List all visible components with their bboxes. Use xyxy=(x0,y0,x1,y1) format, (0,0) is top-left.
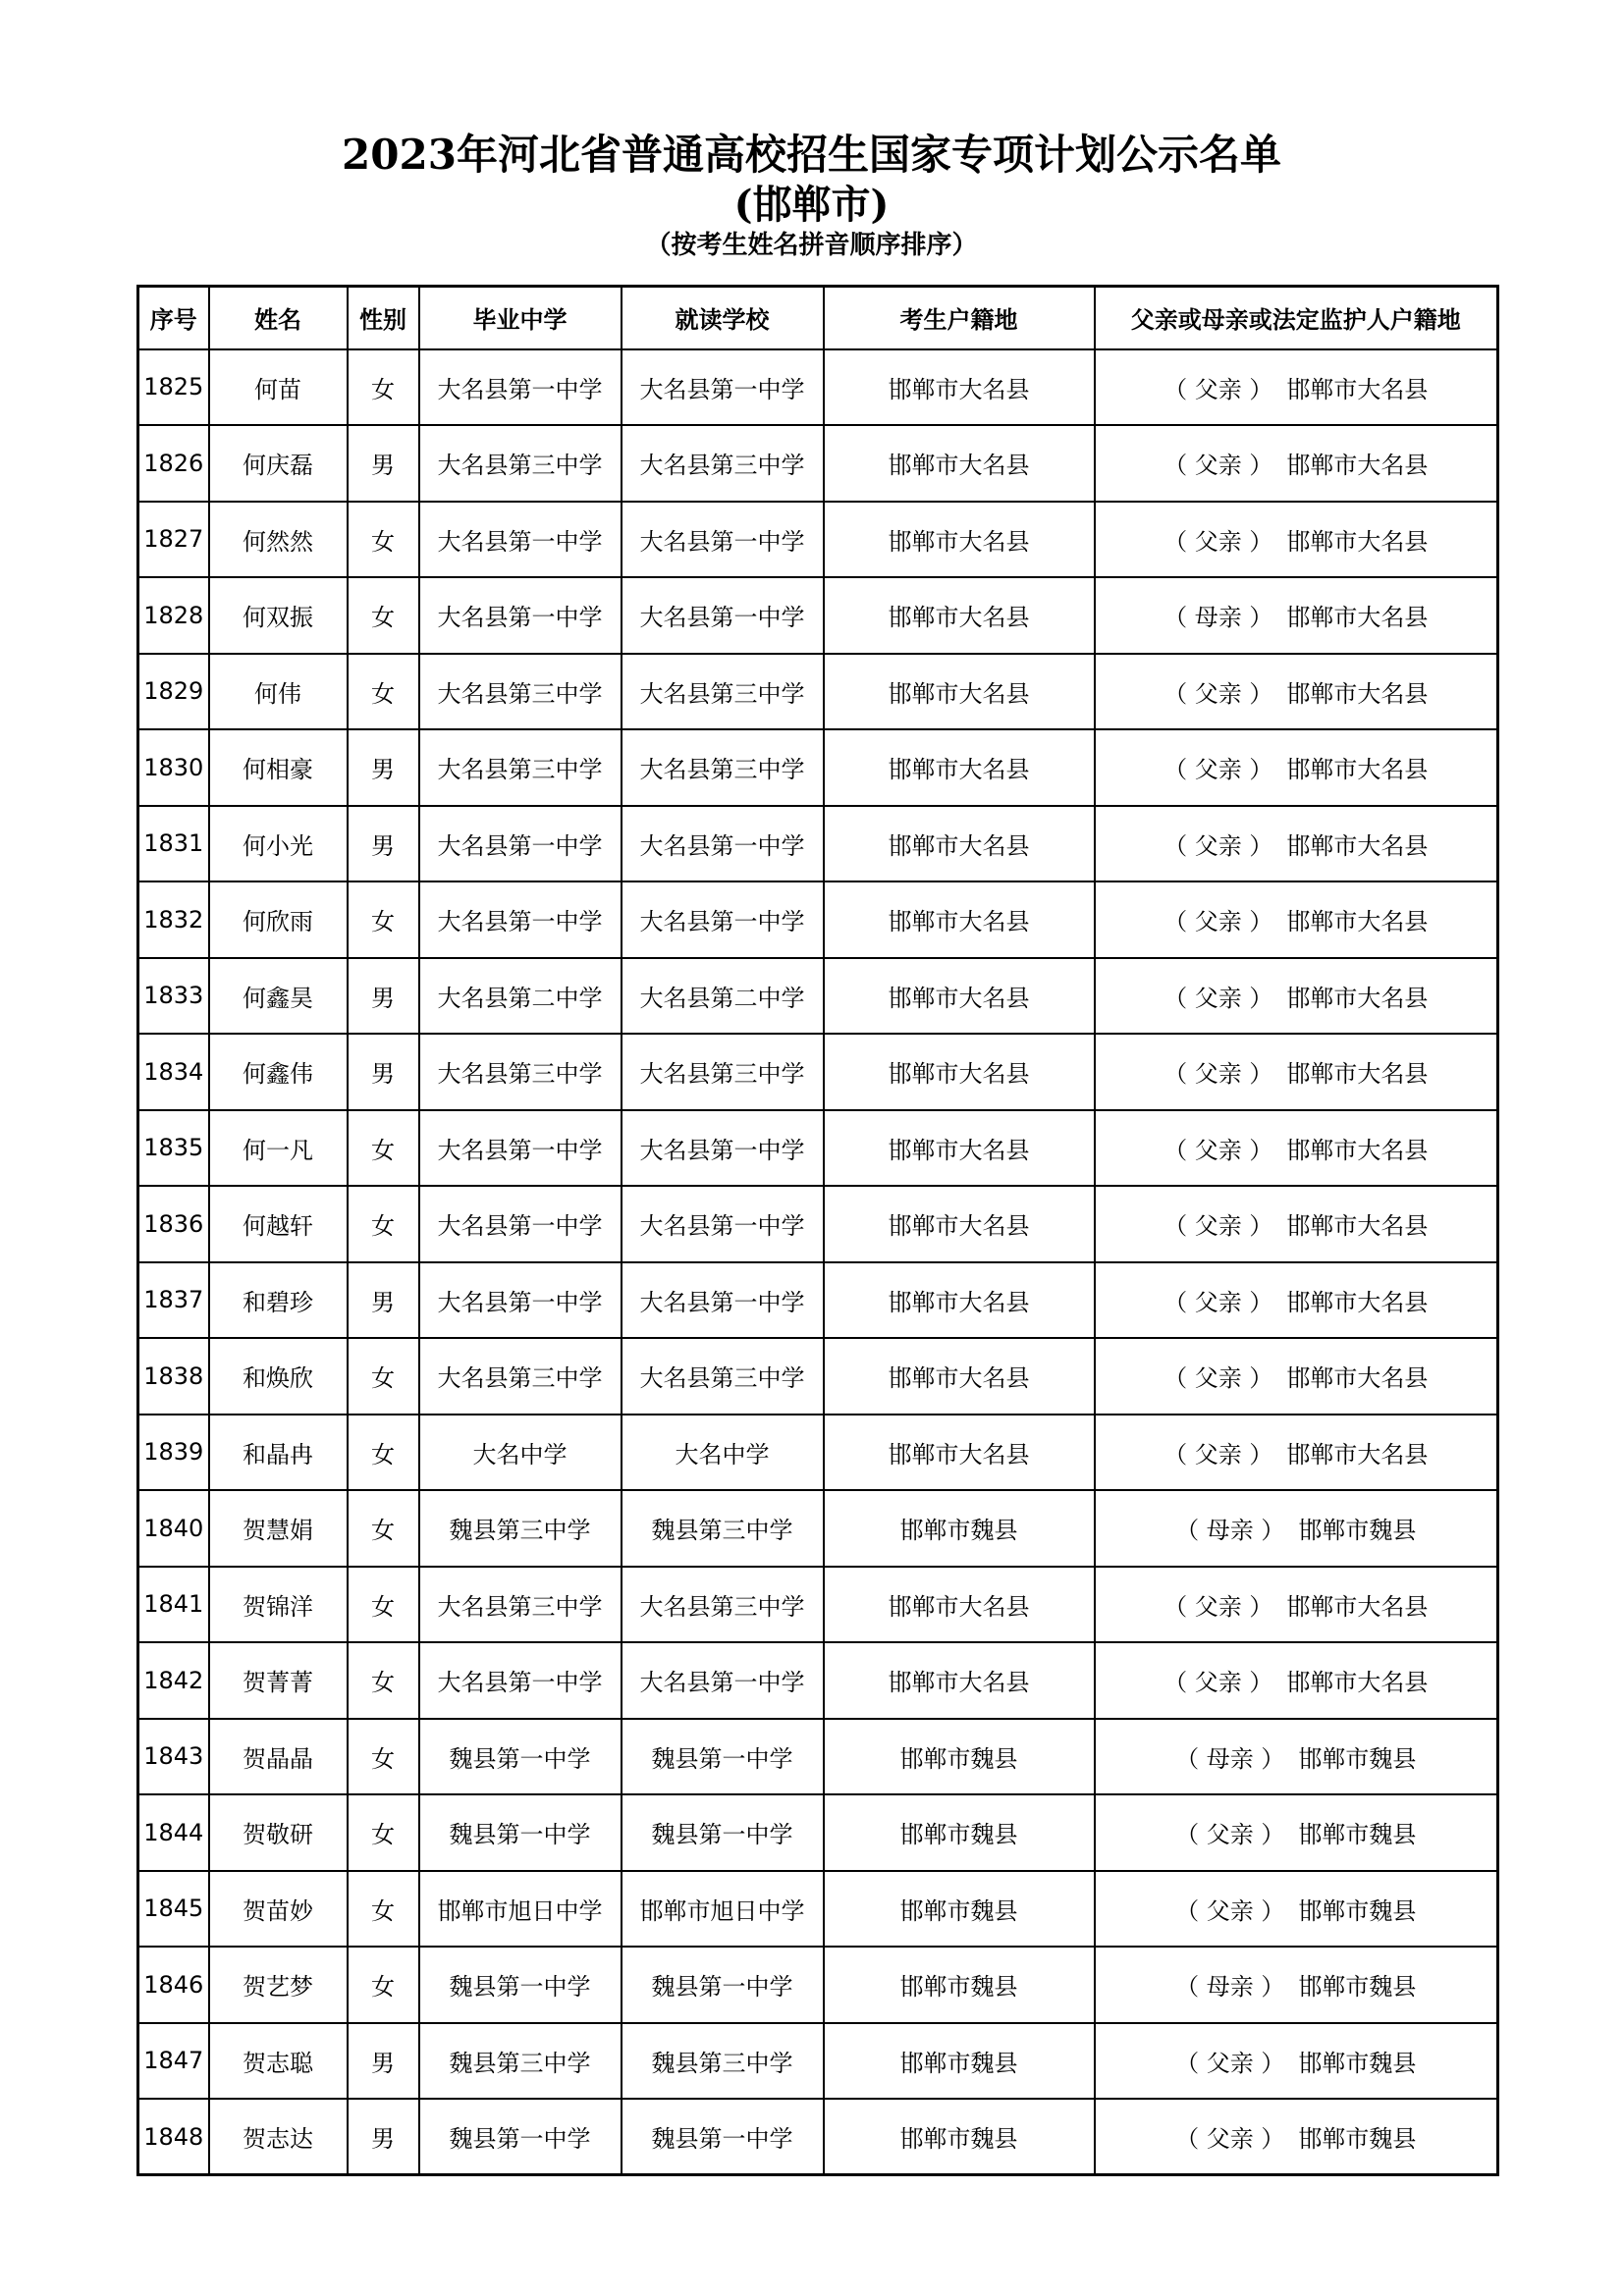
cell-grad-school: 魏县第三中学 xyxy=(419,2023,622,2100)
cell-residence: 邯郸市魏县 xyxy=(824,1871,1095,1948)
cell-name: 何然然 xyxy=(209,502,348,578)
cell-current-school: 魏县第三中学 xyxy=(622,2023,824,2100)
cell-guardian-residence xyxy=(1095,654,1498,730)
cell-guardian-residence xyxy=(1095,1415,1498,1491)
cell-grad-school: 魏县第一中学 xyxy=(419,1794,622,1871)
roster-table xyxy=(136,285,1499,2176)
table-row xyxy=(138,1567,1498,1643)
cell-residence: 邯郸市大名县 xyxy=(824,502,1095,578)
cell-no: 1828 xyxy=(138,577,209,654)
guardian-residence: 邯郸市大名县 xyxy=(1286,1364,1429,1393)
cell-guardian-residence xyxy=(1095,2023,1498,2100)
cell-residence: 邯郸市魏县 xyxy=(824,1947,1095,2023)
cell-grad-school: 魏县第一中学 xyxy=(419,1719,622,1795)
cell-no: 1831 xyxy=(138,806,209,882)
cell-residence: 邯郸市大名县 xyxy=(824,1262,1095,1339)
cell-guardian-residence xyxy=(1095,1490,1498,1567)
cell-grad-school: 大名县第一中学 xyxy=(419,349,622,426)
cell-no: 1834 xyxy=(138,1034,209,1110)
table-header-row xyxy=(138,287,1498,349)
table-row xyxy=(138,806,1498,882)
guardian-relation: （ 父亲 ） xyxy=(1175,2049,1285,2077)
cell-residence: 邯郸市大名县 xyxy=(824,881,1095,958)
cell-no: 1843 xyxy=(138,1719,209,1795)
guardian-relation: （ 父亲 ） xyxy=(1163,1060,1273,1089)
guardian-residence: 邯郸市大名县 xyxy=(1286,604,1429,632)
cell-gender: 女 xyxy=(348,1415,419,1491)
cell-gender: 男 xyxy=(348,1034,419,1110)
table-row xyxy=(138,654,1498,730)
guardian-residence: 邯郸市大名县 xyxy=(1286,984,1429,1012)
cell-no: 1827 xyxy=(138,502,209,578)
cell-grad-school: 大名县第一中学 xyxy=(419,577,622,654)
cell-grad-school: 大名县第三中学 xyxy=(419,1567,622,1643)
header-no: 序号 xyxy=(138,287,209,349)
cell-current-school: 大名县第二中学 xyxy=(622,958,824,1035)
guardian-residence: 邯郸市大名县 xyxy=(1286,1440,1429,1468)
guardian-residence: 邯郸市大名县 xyxy=(1286,1136,1429,1164)
cell-residence: 邯郸市大名县 xyxy=(824,1338,1095,1415)
cell-name: 何鑫伟 xyxy=(209,1034,348,1110)
cell-no: 1826 xyxy=(138,425,209,502)
cell-gender: 女 xyxy=(348,1490,419,1567)
cell-current-school: 魏县第一中学 xyxy=(622,1719,824,1795)
cell-guardian-residence xyxy=(1095,1262,1498,1339)
guardian-residence: 邯郸市魏县 xyxy=(1298,1744,1417,1773)
cell-name: 何欣雨 xyxy=(209,881,348,958)
header-current-school: 就读学校 xyxy=(622,287,824,349)
guardian-relation: （ 父亲 ） xyxy=(1163,831,1273,860)
cell-name: 贺晶晶 xyxy=(209,1719,348,1795)
cell-grad-school: 魏县第一中学 xyxy=(419,2099,622,2175)
guardian-residence: 邯郸市魏县 xyxy=(1298,2125,1417,2153)
table-row xyxy=(138,1719,1498,1795)
cell-guardian-residence xyxy=(1095,349,1498,426)
guardian-residence: 邯郸市魏县 xyxy=(1298,1896,1417,1925)
cell-no: 1836 xyxy=(138,1186,209,1262)
cell-gender: 女 xyxy=(348,1719,419,1795)
cell-residence: 邯郸市大名县 xyxy=(824,349,1095,426)
guardian-residence: 邯郸市大名县 xyxy=(1286,1592,1429,1621)
table-row xyxy=(138,1186,1498,1262)
cell-current-school: 大名县第一中学 xyxy=(622,806,824,882)
cell-name: 何伟 xyxy=(209,654,348,730)
cell-grad-school: 大名县第一中学 xyxy=(419,881,622,958)
table-row xyxy=(138,1947,1498,2023)
cell-grad-school: 魏县第一中学 xyxy=(419,1947,622,2023)
cell-residence: 邯郸市大名县 xyxy=(824,806,1095,882)
table-row xyxy=(138,1262,1498,1339)
cell-guardian-residence xyxy=(1095,1794,1498,1871)
header-grad-school: 毕业中学 xyxy=(419,287,622,349)
cell-current-school: 大名县第三中学 xyxy=(622,1567,824,1643)
cell-current-school: 大名县第三中学 xyxy=(622,1338,824,1415)
cell-guardian-residence xyxy=(1095,806,1498,882)
cell-residence: 邯郸市大名县 xyxy=(824,1186,1095,1262)
cell-current-school: 大名县第一中学 xyxy=(622,881,824,958)
cell-no: 1829 xyxy=(138,654,209,730)
guardian-relation: （ 父亲 ） xyxy=(1163,1288,1273,1316)
cell-guardian-residence xyxy=(1095,502,1498,578)
cell-gender: 女 xyxy=(348,502,419,578)
cell-grad-school: 大名县第三中学 xyxy=(419,1338,622,1415)
cell-residence: 邯郸市大名县 xyxy=(824,1034,1095,1110)
header-residence: 考生户籍地 xyxy=(824,287,1095,349)
cell-current-school: 邯郸市旭日中学 xyxy=(622,1871,824,1948)
cell-current-school: 大名县第一中学 xyxy=(622,502,824,578)
cell-guardian-residence xyxy=(1095,1186,1498,1262)
table-row xyxy=(138,425,1498,502)
cell-residence: 邯郸市魏县 xyxy=(824,1719,1095,1795)
cell-current-school: 大名县第一中学 xyxy=(622,349,824,426)
cell-guardian-residence xyxy=(1095,1338,1498,1415)
cell-no: 1825 xyxy=(138,349,209,426)
cell-guardian-residence xyxy=(1095,1642,1498,1719)
cell-guardian-residence xyxy=(1095,958,1498,1035)
cell-residence: 邯郸市大名县 xyxy=(824,577,1095,654)
guardian-residence: 邯郸市大名县 xyxy=(1286,1669,1429,1697)
guardian-residence: 邯郸市大名县 xyxy=(1286,452,1429,480)
cell-no: 1841 xyxy=(138,1567,209,1643)
cell-gender: 女 xyxy=(348,654,419,730)
cell-residence: 邯郸市大名县 xyxy=(824,1567,1095,1643)
cell-gender: 女 xyxy=(348,1567,419,1643)
cell-grad-school: 大名中学 xyxy=(419,1415,622,1491)
cell-current-school: 魏县第一中学 xyxy=(622,1794,824,1871)
guardian-residence: 邯郸市大名县 xyxy=(1286,679,1429,708)
cell-current-school: 大名县第三中学 xyxy=(622,425,824,502)
table-row xyxy=(138,1034,1498,1110)
cell-name: 何苗 xyxy=(209,349,348,426)
cell-guardian-residence xyxy=(1095,577,1498,654)
guardian-residence: 邯郸市大名县 xyxy=(1286,375,1429,403)
cell-grad-school: 大名县第二中学 xyxy=(419,958,622,1035)
cell-gender: 男 xyxy=(348,958,419,1035)
cell-current-school: 大名中学 xyxy=(622,1415,824,1491)
guardian-residence: 邯郸市大名县 xyxy=(1286,831,1429,860)
guardian-relation: （ 父亲 ） xyxy=(1175,1896,1285,1925)
cell-no: 1844 xyxy=(138,1794,209,1871)
cell-guardian-residence xyxy=(1095,1719,1498,1795)
guardian-residence: 邯郸市大名县 xyxy=(1286,756,1429,784)
cell-current-school: 大名县第一中学 xyxy=(622,1262,824,1339)
cell-no: 1840 xyxy=(138,1490,209,1567)
cell-residence: 邯郸市大名县 xyxy=(824,1642,1095,1719)
document-title: 2023年河北省普通高校招生国家专项计划公示名单 xyxy=(342,131,1281,179)
cell-name: 何相豪 xyxy=(209,729,348,806)
cell-no: 1833 xyxy=(138,958,209,1035)
guardian-relation: （ 父亲 ） xyxy=(1163,1364,1273,1393)
table-row xyxy=(138,1338,1498,1415)
cell-grad-school: 大名县第三中学 xyxy=(419,654,622,730)
header-guardian-residence: 父亲或母亲或法定监护人户籍地 xyxy=(1095,287,1498,349)
guardian-relation: （ 父亲 ） xyxy=(1163,452,1273,480)
cell-gender: 女 xyxy=(348,349,419,426)
cell-current-school: 大名县第三中学 xyxy=(622,654,824,730)
cell-name: 贺苗妙 xyxy=(209,1871,348,1948)
cell-name: 何一凡 xyxy=(209,1110,348,1187)
cell-gender: 女 xyxy=(348,1947,419,2023)
table-row xyxy=(138,2023,1498,2100)
cell-grad-school: 大名县第一中学 xyxy=(419,502,622,578)
cell-residence: 邯郸市魏县 xyxy=(824,1794,1095,1871)
cell-name: 何庆磊 xyxy=(209,425,348,502)
cell-grad-school: 大名县第一中学 xyxy=(419,1110,622,1187)
cell-guardian-residence xyxy=(1095,1947,1498,2023)
cell-name: 何小光 xyxy=(209,806,348,882)
table-row xyxy=(138,577,1498,654)
cell-gender: 女 xyxy=(348,881,419,958)
header-name: 姓名 xyxy=(209,287,348,349)
cell-name: 贺志聪 xyxy=(209,2023,348,2100)
table-body xyxy=(138,349,1498,2175)
table-row xyxy=(138,1110,1498,1187)
cell-guardian-residence xyxy=(1095,1110,1498,1187)
table-row xyxy=(138,1794,1498,1871)
cell-name: 和晶冉 xyxy=(209,1415,348,1491)
table-row xyxy=(138,958,1498,1035)
cell-name: 贺志达 xyxy=(209,2099,348,2175)
guardian-relation: （ 父亲 ） xyxy=(1163,984,1273,1012)
cell-guardian-residence xyxy=(1095,2099,1498,2175)
table-row xyxy=(138,2099,1498,2175)
cell-grad-school: 大名县第一中学 xyxy=(419,1186,622,1262)
guardian-relation: （ 母亲 ） xyxy=(1163,604,1273,632)
cell-current-school: 魏县第一中学 xyxy=(622,1947,824,2023)
guardian-residence: 邯郸市魏县 xyxy=(1298,2049,1417,2077)
guardian-relation: （ 父亲 ） xyxy=(1163,1669,1273,1697)
cell-name: 和碧珍 xyxy=(209,1262,348,1339)
guardian-relation: （ 父亲 ） xyxy=(1163,375,1273,403)
table-row xyxy=(138,502,1498,578)
cell-grad-school: 大名县第三中学 xyxy=(419,425,622,502)
cell-current-school: 大名县第一中学 xyxy=(622,1110,824,1187)
cell-residence: 邯郸市大名县 xyxy=(824,654,1095,730)
table-row xyxy=(138,349,1498,426)
cell-guardian-residence xyxy=(1095,1567,1498,1643)
cell-no: 1830 xyxy=(138,729,209,806)
cell-residence: 邯郸市魏县 xyxy=(824,1490,1095,1567)
cell-current-school: 大名县第一中学 xyxy=(622,1642,824,1719)
cell-guardian-residence xyxy=(1095,881,1498,958)
cell-no: 1846 xyxy=(138,1947,209,2023)
cell-guardian-residence xyxy=(1095,425,1498,502)
cell-no: 1835 xyxy=(138,1110,209,1187)
table-row xyxy=(138,729,1498,806)
cell-name: 贺菁菁 xyxy=(209,1642,348,1719)
cell-guardian-residence xyxy=(1095,729,1498,806)
cell-residence: 邯郸市魏县 xyxy=(824,2099,1095,2175)
sort-note: （按考生姓名拼音顺序排序） xyxy=(645,231,978,260)
cell-grad-school: 魏县第三中学 xyxy=(419,1490,622,1567)
cell-guardian-residence xyxy=(1095,1871,1498,1948)
cell-current-school: 大名县第三中学 xyxy=(622,1034,824,1110)
table-row xyxy=(138,1490,1498,1567)
guardian-relation: （ 父亲 ） xyxy=(1163,908,1273,936)
guardian-relation: （ 父亲 ） xyxy=(1163,527,1273,556)
guardian-relation: （ 父亲 ） xyxy=(1163,1212,1273,1241)
cell-residence: 邯郸市大名县 xyxy=(824,425,1095,502)
cell-residence: 邯郸市大名县 xyxy=(824,1110,1095,1187)
cell-grad-school: 大名县第一中学 xyxy=(419,1262,622,1339)
guardian-residence: 邯郸市大名县 xyxy=(1286,908,1429,936)
cell-name: 贺慧娟 xyxy=(209,1490,348,1567)
guardian-relation: （ 父亲 ） xyxy=(1163,756,1273,784)
cell-no: 1839 xyxy=(138,1415,209,1491)
cell-no: 1842 xyxy=(138,1642,209,1719)
table-row xyxy=(138,881,1498,958)
cell-residence: 邯郸市大名县 xyxy=(824,729,1095,806)
cell-gender: 男 xyxy=(348,806,419,882)
cell-grad-school: 大名县第三中学 xyxy=(419,1034,622,1110)
cell-no: 1832 xyxy=(138,881,209,958)
guardian-relation: （ 母亲 ） xyxy=(1175,1517,1285,1545)
cell-current-school: 大名县第一中学 xyxy=(622,577,824,654)
table-row xyxy=(138,1415,1498,1491)
guardian-residence: 邯郸市魏县 xyxy=(1298,1973,1417,2002)
guardian-relation: （ 父亲 ） xyxy=(1175,2125,1285,2153)
cell-current-school: 魏县第三中学 xyxy=(622,1490,824,1567)
cell-name: 贺艺梦 xyxy=(209,1947,348,2023)
cell-gender: 女 xyxy=(348,577,419,654)
table-row xyxy=(138,1871,1498,1948)
cell-no: 1845 xyxy=(138,1871,209,1948)
cell-name: 何双振 xyxy=(209,577,348,654)
cell-name: 何越轩 xyxy=(209,1186,348,1262)
cell-gender: 男 xyxy=(348,2023,419,2100)
cell-grad-school: 邯郸市旭日中学 xyxy=(419,1871,622,1948)
guardian-residence: 邯郸市魏县 xyxy=(1298,1821,1417,1849)
guardian-residence: 邯郸市大名县 xyxy=(1286,1288,1429,1316)
cell-gender: 男 xyxy=(348,1262,419,1339)
header-gender: 性别 xyxy=(348,287,419,349)
guardian-residence: 邯郸市大名县 xyxy=(1286,527,1429,556)
guardian-relation: （ 母亲 ） xyxy=(1175,1973,1285,2002)
cell-name: 何鑫昊 xyxy=(209,958,348,1035)
cell-name: 贺敬研 xyxy=(209,1794,348,1871)
guardian-relation: （ 父亲 ） xyxy=(1175,1821,1285,1849)
guardian-relation: （ 父亲 ） xyxy=(1163,1592,1273,1621)
cell-gender: 女 xyxy=(348,1186,419,1262)
cell-no: 1848 xyxy=(138,2099,209,2175)
cell-gender: 男 xyxy=(348,729,419,806)
guardian-residence: 邯郸市大名县 xyxy=(1286,1212,1429,1241)
cell-no: 1837 xyxy=(138,1262,209,1339)
cell-name: 和焕欣 xyxy=(209,1338,348,1415)
guardian-residence: 邯郸市魏县 xyxy=(1298,1517,1417,1545)
cell-guardian-residence xyxy=(1095,1034,1498,1110)
cell-current-school: 魏县第一中学 xyxy=(622,2099,824,2175)
guardian-residence: 邯郸市大名县 xyxy=(1286,1060,1429,1089)
document-subtitle: (邯郸市) xyxy=(733,182,890,228)
cell-grad-school: 大名县第一中学 xyxy=(419,806,622,882)
cell-gender: 男 xyxy=(348,2099,419,2175)
cell-gender: 女 xyxy=(348,1338,419,1415)
guardian-relation: （ 父亲 ） xyxy=(1163,1440,1273,1468)
cell-current-school: 大名县第三中学 xyxy=(622,729,824,806)
cell-gender: 女 xyxy=(348,1642,419,1719)
cell-grad-school: 大名县第一中学 xyxy=(419,1642,622,1719)
cell-name: 贺锦洋 xyxy=(209,1567,348,1643)
cell-residence: 邯郸市魏县 xyxy=(824,2023,1095,2100)
table-row xyxy=(138,1642,1498,1719)
guardian-relation: （ 母亲 ） xyxy=(1175,1744,1285,1773)
cell-gender: 男 xyxy=(348,425,419,502)
cell-gender: 女 xyxy=(348,1871,419,1948)
cell-residence: 邯郸市大名县 xyxy=(824,958,1095,1035)
cell-gender: 女 xyxy=(348,1110,419,1187)
cell-gender: 女 xyxy=(348,1794,419,1871)
guardian-relation: （ 父亲 ） xyxy=(1163,679,1273,708)
cell-no: 1847 xyxy=(138,2023,209,2100)
cell-grad-school: 大名县第三中学 xyxy=(419,729,622,806)
cell-residence: 邯郸市大名县 xyxy=(824,1415,1095,1491)
cell-current-school: 大名县第一中学 xyxy=(622,1186,824,1262)
cell-no: 1838 xyxy=(138,1338,209,1415)
guardian-relation: （ 父亲 ） xyxy=(1163,1136,1273,1164)
